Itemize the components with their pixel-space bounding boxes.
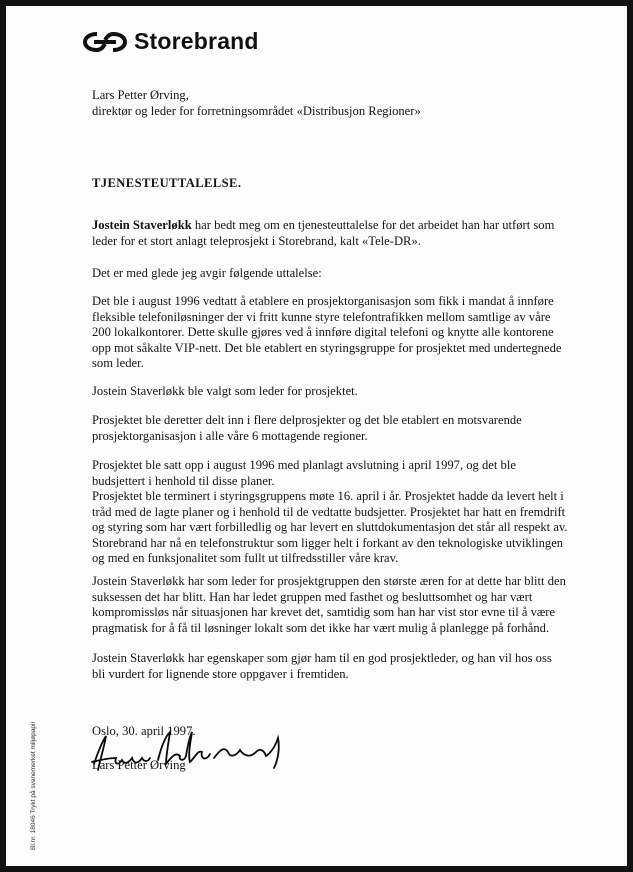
- text-line: Det ble i august 1996 vedtatt å etablere en prosjektorganisasjon som fikk i mandat å innføre: [92, 294, 554, 308]
- text-line: tråd med de lagte planer og i henhold til de vedtatte budsjetter. Prosjektet har hatt en fremdrift: [92, 504, 566, 519]
- paragraph-valgt: Jostein Staverløkk ble valgt som leder for prosjektet.: [92, 384, 358, 398]
- text-line: og styring som har vært forbilledlig og har levert en sluttdokumentasjon det står all respekt av.: [92, 520, 568, 534]
- sender-title: direktør og leder for forretningsområdet «Distribusjon Regioner»: [92, 103, 421, 118]
- signer-name: Lars Petter Ørving: [92, 758, 186, 772]
- text-line: suksessen det har blitt. Han har ledet gruppen med fasthet og besluttsomhet og har vært: [92, 589, 533, 604]
- handwritten-signature: [88, 722, 288, 782]
- text-line: opp mot såkalte VIP-nett. Det ble etablert en styringsgruppe for prosjektet med undertegnede: [92, 340, 562, 355]
- letter-page: [6, 6, 627, 866]
- text-line: pragmatisk for å få til løsninger lokalt som det ikke har vært mulig å planlegge på forhånd.: [92, 620, 550, 635]
- text-line: Prosjektet ble satt opp i august 1996 med planlagt avslutning i april 1997, og det ble: [92, 458, 516, 472]
- place-date: Oslo, 30. april 1997.: [92, 724, 196, 738]
- text-line: og med en funksjonalitet som fullt ut tilfredsstiller våre krav.: [92, 551, 399, 565]
- paragraph-glede: Det er med glede jeg avgir følgende uttalelse:: [92, 266, 322, 280]
- text-line: prosjektorganisasjon i alle våre 6 mottagende regioner.: [92, 428, 368, 443]
- text-line: fleksible telefoniløsninger der vi fritt kunne styre telefontrafikken mellom samtlige av våre: [92, 309, 551, 324]
- text-line: Prosjektet ble deretter delt inn i flere delprosjekter og det ble etablert en motsvarende: [92, 413, 522, 427]
- storebrand-link-icon: [82, 30, 128, 54]
- paragraph-aeren: [92, 574, 572, 636]
- intro-paragraph: [92, 218, 572, 249]
- brand-name: Storebrand: [134, 28, 259, 54]
- text-line: Jostein Staverløkk har egenskaper som gjør ham til en god prosjektleder, og han vil hos oss: [92, 651, 552, 665]
- text-line: budsjettert i henhold til disse planer.: [92, 473, 275, 488]
- text-line: Prosjektet ble terminert i styringsgruppens møte 16. april i år. Prosjektet hadde da levert helt i: [92, 489, 564, 503]
- document-heading: TJENESTEUTTALELSE.: [92, 176, 242, 190]
- sender-block: [92, 88, 572, 119]
- text-line: som leder.: [92, 356, 144, 370]
- print-note: Bl.nr. 18046 Trykt på svanemerket miljøpapir: [30, 721, 37, 850]
- subject-name: Jostein Staverløkk: [92, 218, 192, 232]
- paragraph-1996: [92, 294, 572, 372]
- text-line: kompromissløs når situasjonen har krevet det, samtidig som han har vist stor evne til å være: [92, 605, 556, 619]
- text-line: 200 lokalkontorer. Dette skulle gjøres ved å innføre digital telefoni og knytte alle kontorene: [92, 325, 554, 339]
- letterhead-logo: [82, 28, 259, 55]
- paragraph-delt: [92, 413, 572, 444]
- text-line: bli vurdert for lignende store oppgaver i fremtiden.: [92, 666, 349, 681]
- intro-line-1: har bedt meg om en tjenesteuttalelse for det arbeidet han har utført som: [191, 218, 555, 232]
- paragraph-satt: [92, 458, 572, 567]
- text-line: Jostein Staverløkk har som leder for prosjektgruppen den største æren for at dette har blitt den: [92, 574, 566, 588]
- sender-name: Lars Petter Ørving,: [92, 88, 189, 102]
- text-line: Storebrand har nå en telefonstruktur som ligger helt i forkant av den teknologiske utviklingen: [92, 535, 564, 550]
- paragraph-egenskaper: [92, 651, 572, 682]
- intro-line-2: leder for et stort anlagt teleprosjekt i Storebrand, kalt «Tele-DR».: [92, 233, 421, 248]
